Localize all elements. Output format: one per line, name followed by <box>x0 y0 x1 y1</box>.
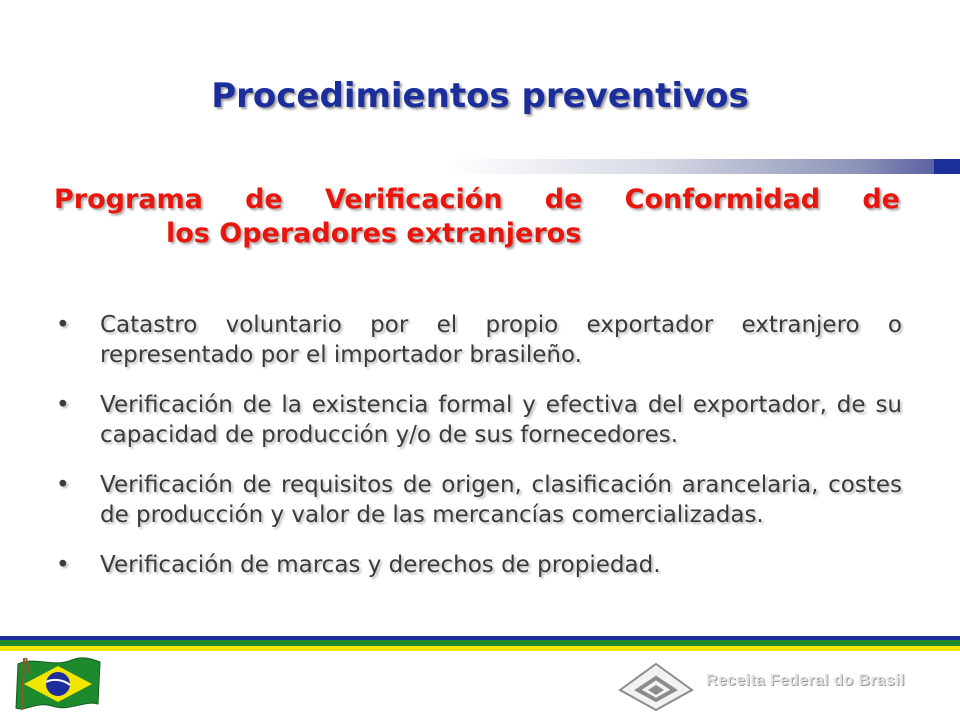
bullet-list <box>56 310 902 580</box>
bullet-item <box>56 550 902 580</box>
bullet-text: Verificación de requisitos de origen, clasificación arancelaria, costes de producción y valor de las mercancías comercializadas. <box>100 472 902 528</box>
subtitle-line-2: los Operadores extranjeros <box>166 218 582 249</box>
footer-stripe-yellow <box>0 646 960 651</box>
bullet-text: Catastro voluntario por el propio exportador extranjero o representado por el importador brasileño. <box>100 312 902 368</box>
title-underline-bar <box>448 159 960 174</box>
bullet-symbol: • <box>56 392 70 418</box>
bullet-item <box>56 390 902 450</box>
bullet-item <box>56 310 902 370</box>
bullet-symbol: • <box>56 472 70 498</box>
organization-name: Receita Federal do Brasil <box>706 672 905 689</box>
bullet-symbol: • <box>56 552 70 578</box>
bullet-text: Verificación de la existencia formal y efectiva del exportador, de su capacidad de producción y/o de sus fornecedores. <box>100 392 902 448</box>
slide-title: Procedimientos preventivos <box>211 76 749 116</box>
bullet-item <box>56 470 902 530</box>
receita-federal-logo-icon <box>614 660 698 714</box>
bullet-text: Verificación de marcas y derechos de propiedad. <box>100 552 661 578</box>
subtitle-line-1: Programa de Verificación de Conformidad de <box>54 184 900 215</box>
title-underline-bar-end <box>934 159 960 174</box>
bullet-symbol: • <box>56 312 70 338</box>
slide-subtitle <box>54 183 900 251</box>
brazil-flag-icon <box>14 654 102 714</box>
